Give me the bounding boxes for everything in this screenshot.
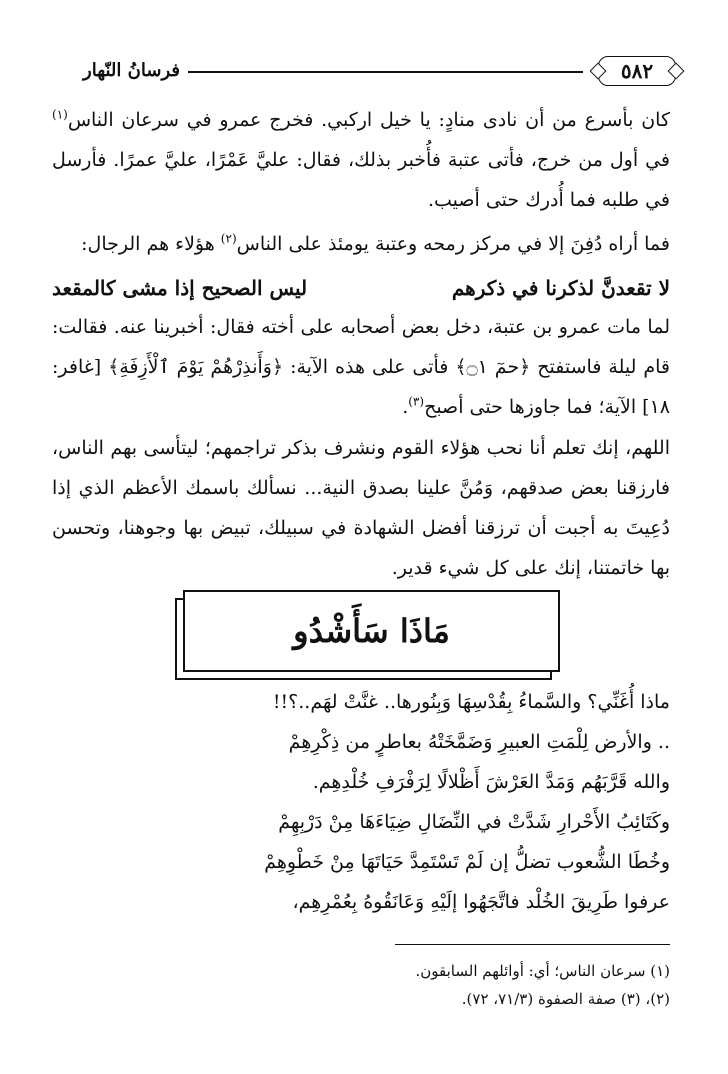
paragraph-1 <box>52 100 670 220</box>
footnote-ref-1[interactable]: (١) <box>52 107 68 122</box>
header-rule <box>188 71 583 73</box>
footnote-ref-2[interactable]: (٢) <box>220 231 237 246</box>
poem-line: وخُطَا الشُّعوب تضلُّ إن لَمْ تَسْتَمِدَّ حَيَاتَهَا مِنْ خَطْوِهِمْ <box>264 851 670 873</box>
paragraph-text: كان بأسرع من أن نادى منادٍ: يا خيل اركبي. فخرج عمرو في سرعان الناس <box>67 109 670 131</box>
verse-second-hemistich: ليس الصحيح إذا مشى كالمقعد <box>52 276 308 300</box>
paragraph-4: اللهم، إنك تعلم أنا نحب هؤلاء القوم ونشرف بذكر تراجمهم؛ ليتأسى بهم الناس، فارزقنا بعض صدقهم، وَمُنَّ علينا بصدق النية... نسألك باسمك الأعظم الذي إذا دُعِيتَ به أجبت أن ترزقنا أفضل الشهادة في سبيلك، تبيض بها وجوهنا، وتحسن بها خاتمتنا، إنك على كل شيء قدير. <box>52 437 670 579</box>
paragraph-3 <box>52 307 670 427</box>
footnote-1: (١) سرعان الناس؛ أي: أوائلهم السابقون. <box>415 962 670 980</box>
footnote-ref-3[interactable]: (٣) <box>408 394 425 409</box>
paragraph-text: فما أراه دُفِنَ إلا في مركز رمحه وعتبة يومئذ على الناس <box>236 233 670 255</box>
paragraph-text: في أول من خرج، فأتى عتبة فأُخبر بذلك، فقال: عليَّ عَمْرًا، عليَّ عمرًا. فأرسل في طلبه فما أُدرك حتى أصيب. <box>52 149 670 211</box>
paragraph-text: . <box>402 396 409 418</box>
poem-line: والله قَرَّبَهُم وَمَدَّ العَرْشَ أَظْلالًا لِرَفْرَفِ خُلْدِهِم. <box>312 771 670 793</box>
page-number: ٥٨٢ <box>598 56 676 86</box>
footnote-divider <box>395 944 670 945</box>
poem-line: ماذا أُغَنِّي؟ والسَّماءُ بِقُدْسِهَا وَبِنُورها.. غنَّتْ لهَم..؟!! <box>272 691 670 713</box>
footnote-2: (٢)، (٣) صفة الصفوة (٧١/٣، ٧٢). <box>461 990 670 1008</box>
paragraph-text: هؤلاء هم الرجال: <box>81 233 221 255</box>
book-title: فرسانُ النّهار <box>83 60 180 81</box>
paragraph-2 <box>52 224 670 264</box>
section-title: مَاذَا سَأَشْدُو <box>183 590 560 672</box>
page-header <box>0 44 728 94</box>
poem-line: وكَتَائِبُ الأَحْرارِ شَدَّتْ في النِّضَالِ ضِيَاءَهَا مِنْ دَرْبِهِمْ <box>278 811 670 833</box>
poem-line: عرفوا طَرِيقَ الخُلْد فاتَّجَهُوا إلَيْهِ وَعَانَقُوهُ بِعُمْرِهِم، <box>292 891 670 913</box>
paragraph-text: لما مات عمرو بن عتبة، دخل بعض أصحابه على أخته فقال: أخبرينا عنه. فقالت: قام ليلة فاستفتح ﴿حمٓ ۝١﴾ فأتى على هذه الآية: ﴿وَأَنذِرْهُمْ يَوْمَ ٱلْأَزِفَةِ﴾ [غافر: ١٨] الآية؛ فما جاوزها حتى أصبح <box>52 316 670 418</box>
verse <box>52 268 670 308</box>
poem-line: .. والأرض لِلْمَتِ العبيرِ وَضَمَّخَتْهُ بعاطرٍ من ذِكْرِهِمْ <box>288 731 670 753</box>
verse-first-hemistich: لا تقعدنَّ لذكرنا في ذكرهم <box>451 276 670 300</box>
